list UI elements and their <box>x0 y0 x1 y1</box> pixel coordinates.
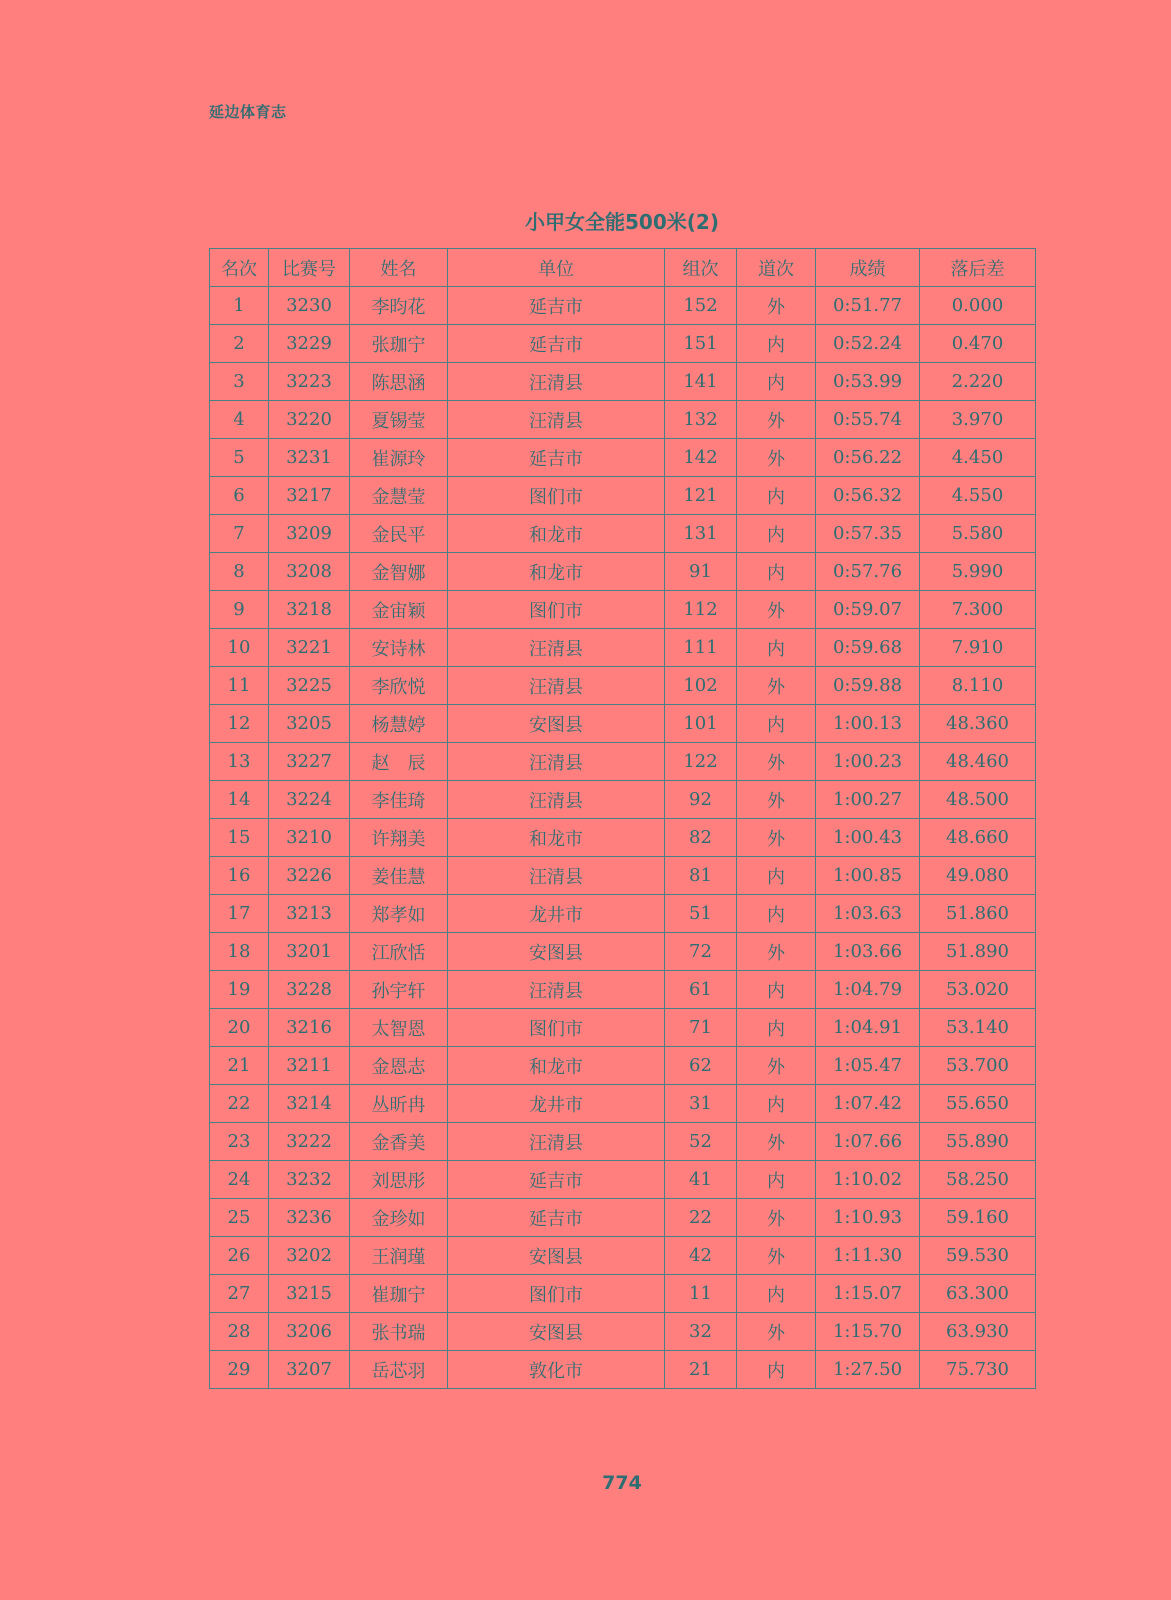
cell-name: 郑孝如 <box>350 895 448 933</box>
page-number: 774 <box>602 1472 642 1494</box>
cell-lane: 外 <box>737 1047 816 1085</box>
cell-name: 金珍如 <box>350 1199 448 1237</box>
cell-rank: 8 <box>210 553 269 591</box>
cell-group: 71 <box>665 1009 737 1047</box>
cell-name: 李昀花 <box>350 287 448 325</box>
cell-time-behind: 53.020 <box>920 971 1036 1009</box>
cell-rank: 4 <box>210 401 269 439</box>
cell-bib-number: 3217 <box>269 477 350 515</box>
cell-name: 太智恩 <box>350 1009 448 1047</box>
cell-rank: 9 <box>210 591 269 629</box>
cell-rank: 18 <box>210 933 269 971</box>
cell-group: 62 <box>665 1047 737 1085</box>
cell-time-behind: 58.250 <box>920 1161 1036 1199</box>
cell-result: 0:57.76 <box>816 553 920 591</box>
column-header-bib-number: 比赛号 <box>269 249 350 287</box>
cell-result: 1:07.42 <box>816 1085 920 1123</box>
cell-bib-number: 3232 <box>269 1161 350 1199</box>
table-row <box>210 971 1036 1009</box>
table-row <box>210 705 1036 743</box>
cell-lane: 外 <box>737 1199 816 1237</box>
cell-time-behind: 8.110 <box>920 667 1036 705</box>
cell-bib-number: 3228 <box>269 971 350 1009</box>
cell-lane: 外 <box>737 819 816 857</box>
cell-lane: 外 <box>737 1237 816 1275</box>
cell-time-behind: 2.220 <box>920 363 1036 401</box>
cell-unit: 图们市 <box>448 1275 665 1313</box>
cell-rank: 5 <box>210 439 269 477</box>
cell-result: 1:11.30 <box>816 1237 920 1275</box>
cell-result: 0:59.07 <box>816 591 920 629</box>
cell-lane: 内 <box>737 553 816 591</box>
cell-group: 142 <box>665 439 737 477</box>
cell-bib-number: 3210 <box>269 819 350 857</box>
cell-bib-number: 3215 <box>269 1275 350 1313</box>
cell-lane: 外 <box>737 667 816 705</box>
cell-group: 21 <box>665 1351 737 1389</box>
cell-rank: 17 <box>210 895 269 933</box>
cell-rank: 2 <box>210 325 269 363</box>
cell-bib-number: 3209 <box>269 515 350 553</box>
cell-lane: 外 <box>737 439 816 477</box>
cell-bib-number: 3223 <box>269 363 350 401</box>
cell-name: 金恩志 <box>350 1047 448 1085</box>
cell-time-behind: 63.930 <box>920 1313 1036 1351</box>
cell-name: 陈思涵 <box>350 363 448 401</box>
cell-rank: 1 <box>210 287 269 325</box>
cell-name: 金民平 <box>350 515 448 553</box>
cell-bib-number: 3214 <box>269 1085 350 1123</box>
cell-rank: 15 <box>210 819 269 857</box>
cell-name: 夏锡莹 <box>350 401 448 439</box>
header-row <box>210 249 1036 287</box>
table-body <box>210 287 1036 1389</box>
cell-unit: 图们市 <box>448 477 665 515</box>
cell-bib-number: 3213 <box>269 895 350 933</box>
cell-group: 81 <box>665 857 737 895</box>
cell-unit: 图们市 <box>448 591 665 629</box>
cell-rank: 24 <box>210 1161 269 1199</box>
cell-name: 丛昕冉 <box>350 1085 448 1123</box>
cell-result: 0:59.68 <box>816 629 920 667</box>
cell-unit: 龙井市 <box>448 1085 665 1123</box>
cell-rank: 19 <box>210 971 269 1009</box>
cell-name: 江欣恬 <box>350 933 448 971</box>
table-row <box>210 401 1036 439</box>
cell-result: 0:51.77 <box>816 287 920 325</box>
cell-name: 崔珈宁 <box>350 1275 448 1313</box>
cell-lane: 内 <box>737 325 816 363</box>
cell-group: 121 <box>665 477 737 515</box>
cell-time-behind: 48.660 <box>920 819 1036 857</box>
table-row <box>210 1085 1036 1123</box>
cell-result: 1:00.85 <box>816 857 920 895</box>
cell-time-behind: 7.910 <box>920 629 1036 667</box>
cell-unit: 汪清县 <box>448 363 665 401</box>
cell-lane: 内 <box>737 1009 816 1047</box>
cell-lane: 外 <box>737 743 816 781</box>
cell-name: 杨慧婷 <box>350 705 448 743</box>
table-row <box>210 1313 1036 1351</box>
cell-unit: 延吉市 <box>448 439 665 477</box>
cell-result: 0:56.32 <box>816 477 920 515</box>
table-row <box>210 781 1036 819</box>
cell-name: 金宙颖 <box>350 591 448 629</box>
table-row <box>210 1237 1036 1275</box>
cell-result: 1:15.07 <box>816 1275 920 1313</box>
table-row <box>210 1351 1036 1389</box>
results-table <box>209 248 1036 1389</box>
cell-group: 61 <box>665 971 737 1009</box>
cell-lane: 内 <box>737 857 816 895</box>
cell-lane: 内 <box>737 1275 816 1313</box>
table-row <box>210 629 1036 667</box>
cell-group: 51 <box>665 895 737 933</box>
cell-time-behind: 63.300 <box>920 1275 1036 1313</box>
cell-result: 1:00.43 <box>816 819 920 857</box>
cell-result: 1:15.70 <box>816 1313 920 1351</box>
cell-name: 李欣悦 <box>350 667 448 705</box>
cell-lane: 内 <box>737 971 816 1009</box>
cell-group: 112 <box>665 591 737 629</box>
cell-lane: 内 <box>737 1161 816 1199</box>
cell-time-behind: 75.730 <box>920 1351 1036 1389</box>
cell-result: 0:55.74 <box>816 401 920 439</box>
cell-time-behind: 48.360 <box>920 705 1036 743</box>
cell-name: 姜佳慧 <box>350 857 448 895</box>
cell-bib-number: 3218 <box>269 591 350 629</box>
cell-bib-number: 3231 <box>269 439 350 477</box>
cell-unit: 汪清县 <box>448 857 665 895</box>
column-header-time-behind: 落后差 <box>920 249 1036 287</box>
table-row <box>210 1161 1036 1199</box>
cell-unit: 延吉市 <box>448 325 665 363</box>
cell-unit: 汪清县 <box>448 781 665 819</box>
table-row <box>210 363 1036 401</box>
cell-lane: 外 <box>737 287 816 325</box>
cell-time-behind: 48.460 <box>920 743 1036 781</box>
cell-lane: 外 <box>737 1313 816 1351</box>
cell-time-behind: 55.650 <box>920 1085 1036 1123</box>
cell-result: 1:00.13 <box>816 705 920 743</box>
cell-group: 41 <box>665 1161 737 1199</box>
cell-unit: 安图县 <box>448 705 665 743</box>
cell-result: 1:10.93 <box>816 1199 920 1237</box>
table-row <box>210 515 1036 553</box>
running-head: 延边体育志 <box>209 103 287 121</box>
cell-group: 11 <box>665 1275 737 1313</box>
cell-rank: 20 <box>210 1009 269 1047</box>
cell-result: 0:56.22 <box>816 439 920 477</box>
cell-time-behind: 49.080 <box>920 857 1036 895</box>
cell-bib-number: 3230 <box>269 287 350 325</box>
table-row <box>210 439 1036 477</box>
cell-unit: 安图县 <box>448 1313 665 1351</box>
cell-unit: 安图县 <box>448 933 665 971</box>
cell-lane: 外 <box>737 781 816 819</box>
cell-group: 152 <box>665 287 737 325</box>
cell-group: 91 <box>665 553 737 591</box>
cell-time-behind: 59.530 <box>920 1237 1036 1275</box>
table-row <box>210 1047 1036 1085</box>
cell-rank: 11 <box>210 667 269 705</box>
table-row <box>210 591 1036 629</box>
cell-group: 52 <box>665 1123 737 1161</box>
cell-result: 1:10.02 <box>816 1161 920 1199</box>
cell-unit: 和龙市 <box>448 819 665 857</box>
cell-rank: 26 <box>210 1237 269 1275</box>
cell-group: 22 <box>665 1199 737 1237</box>
cell-result: 1:04.91 <box>816 1009 920 1047</box>
cell-bib-number: 3216 <box>269 1009 350 1047</box>
cell-rank: 16 <box>210 857 269 895</box>
cell-unit: 汪清县 <box>448 629 665 667</box>
cell-lane: 外 <box>737 401 816 439</box>
cell-unit: 和龙市 <box>448 553 665 591</box>
table-row <box>210 819 1036 857</box>
cell-name: 金智娜 <box>350 553 448 591</box>
cell-lane: 内 <box>737 629 816 667</box>
cell-result: 1:03.66 <box>816 933 920 971</box>
cell-result: 1:05.47 <box>816 1047 920 1085</box>
cell-bib-number: 3211 <box>269 1047 350 1085</box>
cell-time-behind: 3.970 <box>920 401 1036 439</box>
cell-lane: 内 <box>737 705 816 743</box>
cell-time-behind: 53.700 <box>920 1047 1036 1085</box>
cell-group: 151 <box>665 325 737 363</box>
column-header-name: 姓名 <box>350 249 448 287</box>
cell-bib-number: 3202 <box>269 1237 350 1275</box>
cell-name: 赵 辰 <box>350 743 448 781</box>
cell-unit: 汪清县 <box>448 971 665 1009</box>
cell-unit: 安图县 <box>448 1237 665 1275</box>
cell-name: 王润瑾 <box>350 1237 448 1275</box>
cell-group: 111 <box>665 629 737 667</box>
table-row <box>210 1275 1036 1313</box>
cell-result: 0:59.88 <box>816 667 920 705</box>
cell-rank: 27 <box>210 1275 269 1313</box>
cell-lane: 内 <box>737 1085 816 1123</box>
table-row <box>210 743 1036 781</box>
cell-group: 141 <box>665 363 737 401</box>
cell-name: 金慧莹 <box>350 477 448 515</box>
cell-name: 李佳琦 <box>350 781 448 819</box>
cell-result: 1:07.66 <box>816 1123 920 1161</box>
cell-name: 孙宇轩 <box>350 971 448 1009</box>
cell-group: 92 <box>665 781 737 819</box>
cell-bib-number: 3207 <box>269 1351 350 1389</box>
cell-group: 101 <box>665 705 737 743</box>
cell-group: 122 <box>665 743 737 781</box>
table-row <box>210 287 1036 325</box>
cell-rank: 25 <box>210 1199 269 1237</box>
cell-group: 32 <box>665 1313 737 1351</box>
cell-group: 31 <box>665 1085 737 1123</box>
cell-rank: 22 <box>210 1085 269 1123</box>
cell-time-behind: 55.890 <box>920 1123 1036 1161</box>
table-row <box>210 1009 1036 1047</box>
cell-name: 张珈宁 <box>350 325 448 363</box>
cell-group: 42 <box>665 1237 737 1275</box>
cell-name: 刘思彤 <box>350 1161 448 1199</box>
cell-result: 1:03.63 <box>816 895 920 933</box>
column-header-result: 成绩 <box>816 249 920 287</box>
cell-lane: 外 <box>737 591 816 629</box>
table-row <box>210 477 1036 515</box>
cell-unit: 和龙市 <box>448 515 665 553</box>
cell-time-behind: 53.140 <box>920 1009 1036 1047</box>
cell-unit: 延吉市 <box>448 1161 665 1199</box>
cell-rank: 6 <box>210 477 269 515</box>
cell-lane: 内 <box>737 363 816 401</box>
cell-time-behind: 48.500 <box>920 781 1036 819</box>
cell-name: 岳芯羽 <box>350 1351 448 1389</box>
cell-result: 1:27.50 <box>816 1351 920 1389</box>
cell-unit: 图们市 <box>448 1009 665 1047</box>
cell-time-behind: 7.300 <box>920 591 1036 629</box>
cell-unit: 汪清县 <box>448 401 665 439</box>
cell-rank: 14 <box>210 781 269 819</box>
cell-result: 1:00.27 <box>816 781 920 819</box>
cell-time-behind: 59.160 <box>920 1199 1036 1237</box>
cell-result: 0:53.99 <box>816 363 920 401</box>
cell-name: 安诗林 <box>350 629 448 667</box>
table-row <box>210 895 1036 933</box>
cell-unit: 汪清县 <box>448 743 665 781</box>
cell-rank: 21 <box>210 1047 269 1085</box>
cell-group: 82 <box>665 819 737 857</box>
cell-rank: 12 <box>210 705 269 743</box>
cell-bib-number: 3208 <box>269 553 350 591</box>
cell-bib-number: 3220 <box>269 401 350 439</box>
cell-unit: 延吉市 <box>448 1199 665 1237</box>
cell-group: 132 <box>665 401 737 439</box>
cell-name: 许翔美 <box>350 819 448 857</box>
cell-time-behind: 51.890 <box>920 933 1036 971</box>
cell-rank: 28 <box>210 1313 269 1351</box>
cell-time-behind: 0.470 <box>920 325 1036 363</box>
cell-time-behind: 4.450 <box>920 439 1036 477</box>
cell-name: 崔源玲 <box>350 439 448 477</box>
cell-name: 金香美 <box>350 1123 448 1161</box>
cell-bib-number: 3222 <box>269 1123 350 1161</box>
table-row <box>210 553 1036 591</box>
cell-rank: 13 <box>210 743 269 781</box>
cell-rank: 10 <box>210 629 269 667</box>
column-header-rank: 名次 <box>210 249 269 287</box>
cell-time-behind: 4.550 <box>920 477 1036 515</box>
cell-rank: 3 <box>210 363 269 401</box>
cell-bib-number: 3205 <box>269 705 350 743</box>
cell-group: 72 <box>665 933 737 971</box>
cell-result: 1:04.79 <box>816 971 920 1009</box>
cell-rank: 29 <box>210 1351 269 1389</box>
table-row <box>210 667 1036 705</box>
cell-bib-number: 3225 <box>269 667 350 705</box>
column-header-group: 组次 <box>665 249 737 287</box>
cell-bib-number: 3226 <box>269 857 350 895</box>
cell-unit: 和龙市 <box>448 1047 665 1085</box>
table-row <box>210 857 1036 895</box>
cell-name: 张书瑞 <box>350 1313 448 1351</box>
table-row <box>210 1199 1036 1237</box>
cell-unit: 敦化市 <box>448 1351 665 1389</box>
cell-bib-number: 3229 <box>269 325 350 363</box>
cell-lane: 外 <box>737 933 816 971</box>
cell-bib-number: 3236 <box>269 1199 350 1237</box>
table-row <box>210 1123 1036 1161</box>
cell-lane: 内 <box>737 895 816 933</box>
cell-time-behind: 5.990 <box>920 553 1036 591</box>
cell-time-behind: 5.580 <box>920 515 1036 553</box>
cell-unit: 汪清县 <box>448 1123 665 1161</box>
table-row <box>210 933 1036 971</box>
cell-rank: 7 <box>210 515 269 553</box>
cell-lane: 内 <box>737 1351 816 1389</box>
cell-unit: 汪清县 <box>448 667 665 705</box>
cell-lane: 内 <box>737 477 816 515</box>
table-row <box>210 325 1036 363</box>
cell-bib-number: 3221 <box>269 629 350 667</box>
cell-lane: 内 <box>737 515 816 553</box>
cell-unit: 延吉市 <box>448 287 665 325</box>
cell-time-behind: 0.000 <box>920 287 1036 325</box>
cell-unit: 龙井市 <box>448 895 665 933</box>
cell-lane: 外 <box>737 1123 816 1161</box>
cell-result: 0:52.24 <box>816 325 920 363</box>
cell-bib-number: 3206 <box>269 1313 350 1351</box>
cell-rank: 23 <box>210 1123 269 1161</box>
cell-time-behind: 51.860 <box>920 895 1036 933</box>
cell-bib-number: 3224 <box>269 781 350 819</box>
cell-result: 0:57.35 <box>816 515 920 553</box>
cell-group: 102 <box>665 667 737 705</box>
column-header-lane: 道次 <box>737 249 816 287</box>
column-header-unit: 单位 <box>448 249 665 287</box>
cell-group: 131 <box>665 515 737 553</box>
cell-result: 1:00.23 <box>816 743 920 781</box>
table-title: 小甲女全能500米(2) <box>525 210 719 234</box>
cell-bib-number: 3201 <box>269 933 350 971</box>
cell-bib-number: 3227 <box>269 743 350 781</box>
